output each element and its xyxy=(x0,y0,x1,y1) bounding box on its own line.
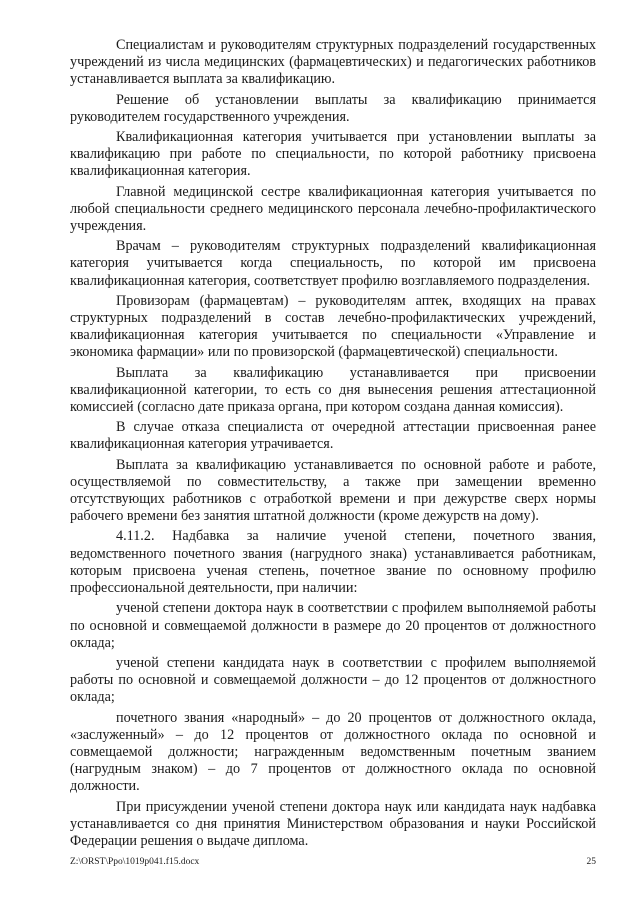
paragraph: Выплата за квалификацию устанавливается при присвоении квалификационной категории, то есть со дня вынесения решения аттестационной комиссией (согласно дате приказа органа, при котором создана данная комиссия). xyxy=(70,364,596,416)
paragraph: Выплата за квалификацию устанавливается по основной работе и работе, осуществляемой по совместительству, а также при замещении временно отсутствующих работников с отработкой времени и при дежурстве сверх нормы рабочего времени без занятия штатной должности (кроме дежурств на дому). xyxy=(70,456,596,525)
paragraph: Провизорам (фармацевтам) – руководителям аптек, входящих на правах структурных подразделений в состав лечебно-профилактических учреждений, квалификационная категория учитывается по специальности «Управление и экономика фармации» или по провизорской (фармацевтической) специальности. xyxy=(70,292,596,361)
paragraph: При присуждении ученой степени доктора наук или кандидата наук надбавка устанавливается со дня принятия Министерством образования и науки Российской Федерации решения о выдаче диплома. xyxy=(70,798,596,849)
paragraph: Главной медицинской сестре квалификационная категория учитывается по любой специальности среднего медицинского персонала лечебно-профилактического учреждения. xyxy=(70,183,596,235)
paragraph: Специалистам и руководителям структурных подразделений государственных учреждений из числа медицинских (фармацевтических) и педагогических работников устанавливается выплата за квалификацию. xyxy=(70,37,596,88)
document-body xyxy=(70,37,596,853)
file-path: Z:\ORST\Ppo\1019p041.f15.docx xyxy=(70,857,200,867)
paragraph: В случае отказа специалиста от очередной аттестации присвоенная ранее квалификационная категория утрачивается. xyxy=(70,419,596,453)
paragraph: Квалификационная категория учитывается при установлении выплаты за квалификацию при работе по специальности, по которой работнику присвоена квалификационная категория. xyxy=(70,129,596,180)
paragraph: Решение об установлении выплаты за квалификацию принимается руководителем государственного учреждения. xyxy=(70,91,596,125)
paragraph: почетного звания «народный» – до 20 процентов от должностного оклада, «заслуженный» – до 12 процентов от должностного оклада по основной и совмещаемой должности; награжденным ведомственным почетным званием (нагрудным знаком) – до 7 процентов от должностного оклада по основной должности. xyxy=(70,709,596,795)
page-number: 25 xyxy=(586,857,596,867)
page-footer xyxy=(70,857,596,867)
paragraph: ученой степени доктора наук в соответствии с профилем выполняемой работы по основной и совмещаемой должности в размере до 20 процентов от должностного оклада; xyxy=(70,600,596,651)
paragraph: Врачам – руководителям структурных подразделений квалификационная категория учитывается когда специальность, по которой им присвоена квалификационная категория, соответствует профилю возглавляемого подразделения. xyxy=(70,238,596,289)
paragraph: ученой степени кандидата наук в соответствии с профилем выполняемой работы по основной и совмещаемой должности – до 12 процентов от должностного оклада; xyxy=(70,654,596,706)
paragraph: 4.11.2. Надбавка за наличие ученой степени, почетного звания, ведомственного почетного звания (нагрудного знака) устанавливается работникам, которым присвоена ученая степень, почетное звание по основному профилю профессиональной деятельности, при наличии: xyxy=(70,528,596,597)
